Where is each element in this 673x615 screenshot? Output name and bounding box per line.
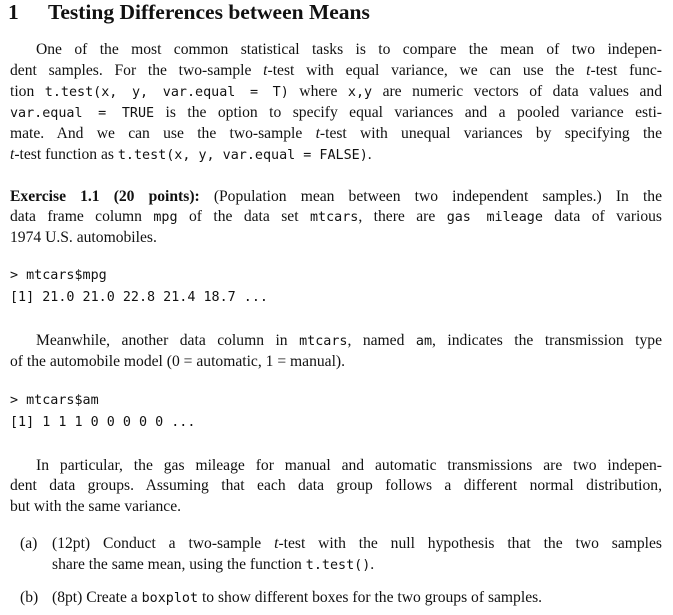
exercise-label: Exercise 1.1 (20 points): bbox=[10, 188, 200, 205]
inline-code: mpg bbox=[153, 210, 178, 225]
inline-code: mtcars bbox=[299, 334, 348, 349]
item-a-label: (a) bbox=[20, 535, 38, 552]
exercise-line-1: Exercise 1.1 (20 points): (Population mean between two independent samples.) In the bbox=[10, 188, 662, 205]
intro-line-3: tion t.test(x, y, var.equal = T) where x,y are numeric vectors of data values and bbox=[10, 83, 662, 100]
para2-line-2: of the automobile model (0 = automatic, 1 = manual). bbox=[10, 353, 346, 370]
section-heading bbox=[8, 0, 370, 25]
inline-code: t.test() bbox=[305, 558, 371, 573]
inline-code: boxplot bbox=[141, 591, 199, 606]
section-title: Testing Differences between Means bbox=[48, 0, 370, 24]
code-output: [1] 1 1 1 0 0 0 0 0 ... bbox=[10, 415, 196, 430]
section-number: 1 bbox=[8, 0, 19, 24]
para2-line-1: Meanwhile, another data column in mtcars, named am, indicates the transmission type bbox=[36, 332, 662, 349]
inline-code: var.equal = TRUE bbox=[10, 106, 155, 121]
inline-code: x,y bbox=[347, 85, 373, 100]
para3-line-3: but with the same variance. bbox=[10, 498, 182, 515]
inline-code: t.test(x, y, var.equal = T) bbox=[44, 85, 289, 100]
code-command: > mtcars$am bbox=[10, 393, 99, 408]
intro-line-2: dent samples. For the two-sample t-test with equal variance, we can use the t-test func- bbox=[10, 62, 662, 79]
intro-line-4: var.equal = TRUE is the option to specify equal variances and a pooled variance esti- bbox=[10, 104, 662, 121]
inline-code: am bbox=[415, 334, 433, 349]
intro-line-1: One of the most common statistical tasks is to compare the mean of two indepen- bbox=[36, 41, 662, 58]
exercise-line-3: 1974 U.S. automobiles. bbox=[10, 229, 157, 246]
item-b-line-1: (8pt) Create a boxplot to show different boxes for the two groups of samples. bbox=[52, 589, 543, 606]
intro-line-6: t-test function as t.test(x, y, var.equal = FALSE). bbox=[10, 146, 372, 163]
item-b-label: (b) bbox=[20, 589, 39, 606]
inline-code: t.test(x, y, var.equal = FALSE) bbox=[117, 148, 368, 163]
para3-line-2: dent data groups. Assuming that each data group follows a different normal distribution, bbox=[10, 477, 662, 494]
code-output: [1] 21.0 21.0 22.8 21.4 18.7 ... bbox=[10, 290, 268, 305]
exercise-line-2: data frame column mpg of the data set mtcars, there are gas mileage data of various bbox=[10, 208, 663, 225]
item-a-line-2: share the same mean, using the function t.test(). bbox=[52, 556, 375, 573]
intro-line-5: mate. And we can use the two-sample t-test with unequal variances by specifying the bbox=[10, 125, 663, 142]
inline-code: mtcars bbox=[309, 210, 359, 225]
para3-line-1: In particular, the gas mileage for manual and automatic transmissions are two indepen- bbox=[36, 457, 662, 474]
inline-code: gas mileage bbox=[446, 210, 543, 225]
code-command: > mtcars$mpg bbox=[10, 268, 107, 283]
item-a-line-1: (12pt) Conduct a two-sample t-test with the null hypothesis that the two samples bbox=[52, 535, 662, 552]
